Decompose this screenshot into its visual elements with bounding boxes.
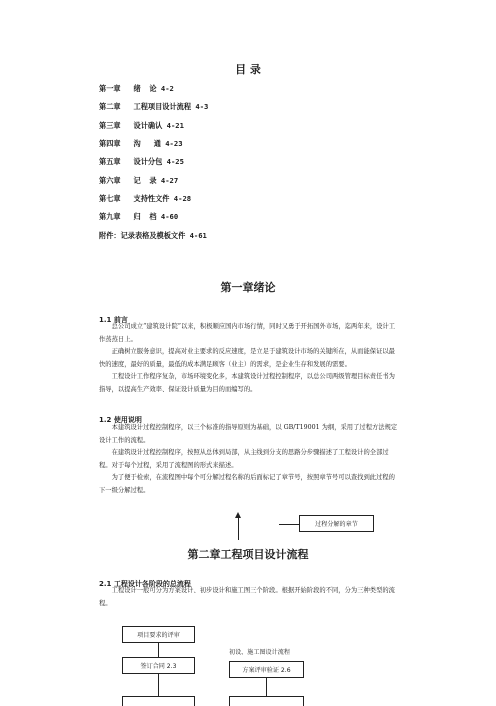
toc-title: 目 录 bbox=[235, 63, 261, 76]
section-1-2-heading: 1.2 使用说明 bbox=[99, 416, 142, 424]
flow-connector bbox=[158, 674, 159, 696]
flow-box-requirement-review: 项目要求的评审 bbox=[122, 626, 195, 643]
toc-item[interactable]: 第二章 工程项目设计流程 4-3 bbox=[99, 102, 209, 111]
paragraph: 本建筑设计过程控制程序，以三个标准的指导原则为基础，以 GB/T19001 为纲，采用了过程方法规定设计工作的流程。 bbox=[99, 424, 398, 444]
arrow-up-icon bbox=[235, 512, 241, 518]
flow-box-next bbox=[122, 696, 195, 706]
flow-note: 初设、施工图设计流程 bbox=[229, 649, 290, 656]
toc-item[interactable]: 第一章 绪 论 4-2 bbox=[99, 84, 174, 93]
flow-box-scheme-review: 方案评审验证 2.6 bbox=[229, 661, 304, 678]
flow-connector bbox=[266, 678, 267, 696]
section-2-1-heading: 2.1 工程设计各阶段的总流程 bbox=[99, 580, 191, 588]
section-1-1-body bbox=[99, 321, 399, 397]
paragraph: 工程设计工作程序复杂，市场环境变化多，本建筑设计过程控制程序，以总公司两级管理目标责任书为指导，以提高生产效率、保证设计质量为目的而编写的。 bbox=[99, 373, 395, 393]
flow-connector bbox=[158, 643, 159, 657]
toc-item[interactable]: 第四章 沟 通 4-23 bbox=[99, 139, 183, 148]
toc-item[interactable]: 第六章 记 录 4-27 bbox=[99, 176, 179, 185]
toc-item[interactable]: 附件：记录表格及模板文件 4-61 bbox=[99, 231, 207, 240]
paragraph: 为了便于检索，在流程图中每个可分解过程名称的后面标记了章节号，按照章节号可以查找到此过程的下一级分解过程。 bbox=[99, 474, 395, 494]
toc-item[interactable]: 第三章 设计确认 4-21 bbox=[99, 121, 184, 130]
section-1-1-heading: 1.1 前言 bbox=[99, 316, 128, 324]
paragraph: 总公司成立“建筑设计院”以来，积极顺应国内市场行情，同时又勇于开拓国外市场，迄两年来，设计工作蒸蒸日上。 bbox=[99, 323, 396, 343]
toc-item[interactable]: 第五章 设计分包 4-25 bbox=[99, 157, 184, 166]
paragraph: 在建筑设计过程控制程序，按照从总体到局部，从主线到分支的思路分步骤描述了工程设计的全部过程。对于每个过程，采用了流程图的形式来描述。 bbox=[99, 449, 389, 469]
flow-box-next bbox=[229, 696, 304, 706]
chapter2-title: 第二章工程项目设计流程 bbox=[187, 548, 309, 561]
callout-arrow-line bbox=[238, 517, 239, 540]
paragraph: 正确树立服务意识，提高对业主要求的反应速度，是立足于建筑设计市场的关键所在，从而能保证以最快的速度，最好的质量，最低的成本满足顾客（业主）的需求，是企业生存和发展的需要。 bbox=[99, 348, 395, 368]
flow-box-sign-contract: 签订合同 2.3 bbox=[122, 657, 195, 674]
chapter1-title: 第一章绪论 bbox=[220, 281, 276, 294]
callout-box: 过程分解的章节 bbox=[299, 515, 374, 532]
toc-item[interactable]: 第七章 支持性文件 4-28 bbox=[99, 194, 192, 203]
toc-item[interactable]: 第九章 归 档 4-60 bbox=[99, 212, 179, 221]
section-1-2-body bbox=[99, 422, 399, 498]
section-2-1-body bbox=[99, 585, 399, 610]
callout-connector bbox=[279, 524, 299, 525]
paragraph: 工程设计一般可分为方案设计、初步设计和施工图三个阶段。根据开始阶段的不同，分为三种类型的流程。 bbox=[99, 587, 395, 607]
